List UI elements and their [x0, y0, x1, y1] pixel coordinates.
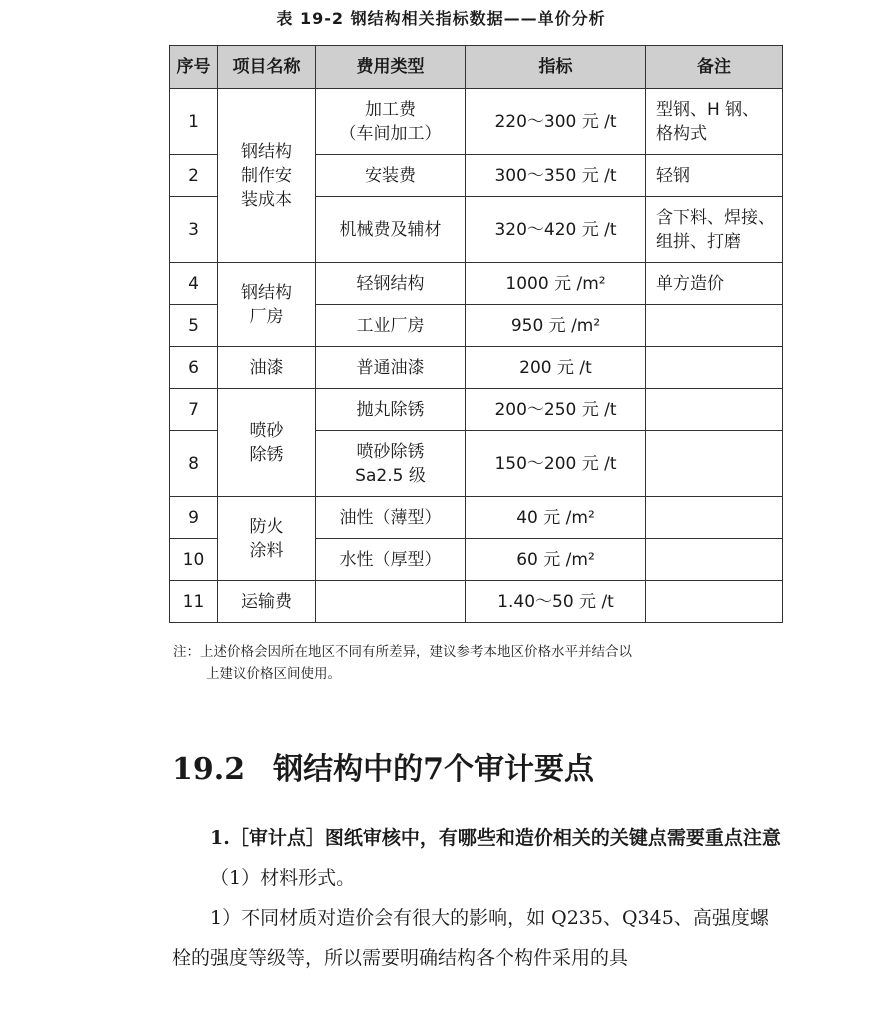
table-row [170, 389, 783, 431]
cell-item-name: 油漆 [218, 347, 316, 389]
cell-remarks: 含下料、焊接、 组拼、打磨 [646, 197, 783, 263]
section-heading [172, 744, 594, 788]
cell-item-name: 喷砂 除锈 [218, 389, 316, 497]
header-index: 指标 [466, 46, 646, 89]
price-index-table [169, 45, 783, 623]
cell-remarks: 单方造价 [646, 263, 783, 305]
cell-index: 300～350 元 /t [466, 155, 646, 197]
table-header-row [170, 46, 783, 89]
cell-cost-type: 工业厂房 [316, 305, 466, 347]
body-text [172, 818, 784, 978]
cell-remarks [646, 347, 783, 389]
cell-remarks [646, 389, 783, 431]
cell-remarks [646, 497, 783, 539]
audit-point-heading: 1.［审计点］图纸审核中，有哪些和造价相关的关键点需要重点注意 [210, 827, 781, 849]
table-row [170, 497, 783, 539]
cell-index: 200～250 元 /t [466, 389, 646, 431]
cell-index: 1.40～50 元 /t [466, 581, 646, 623]
cell-index: 150～200 元 /t [466, 431, 646, 497]
table-footnote [173, 641, 785, 685]
cell-item-name: 钢结构 制作安 装成本 [218, 89, 316, 263]
cell-index: 40 元 /m² [466, 497, 646, 539]
cell-item-name: 运输费 [218, 581, 316, 623]
footnote-line-2: 上建议价格区间使用。 [206, 666, 341, 682]
cell-serial: 7 [170, 389, 218, 431]
cell-index: 1000 元 /m² [466, 263, 646, 305]
header-item-name: 项目名称 [218, 46, 316, 89]
cell-serial: 8 [170, 431, 218, 497]
header-remarks: 备注 [646, 46, 783, 89]
table-row [170, 89, 783, 155]
cell-index: 200 元 /t [466, 347, 646, 389]
cell-serial: 5 [170, 305, 218, 347]
cell-serial: 3 [170, 197, 218, 263]
table-caption: 表 19-2 钢结构相关指标数据——单价分析 [276, 9, 606, 28]
footnote-line-1: 注：上述价格会因所在地区不同有所差异，建议参考本地区价格水平并结合以 [173, 644, 632, 660]
section-number: 19.2 [172, 752, 246, 787]
cell-remarks [646, 431, 783, 497]
cell-serial: 9 [170, 497, 218, 539]
cell-serial: 4 [170, 263, 218, 305]
section-title-text: 钢结构中的7个审计要点 [273, 752, 594, 787]
cell-remarks [646, 539, 783, 581]
cell-cost-type: 普通油漆 [316, 347, 466, 389]
cell-index: 60 元 /m² [466, 539, 646, 581]
header-serial: 序号 [170, 46, 218, 89]
cell-cost-type [316, 581, 466, 623]
cell-serial: 1 [170, 89, 218, 155]
cell-remarks [646, 305, 783, 347]
cell-cost-type: 喷砂除锈 Sa2.5 级 [316, 431, 466, 497]
cell-index: 220～300 元 /t [466, 89, 646, 155]
cell-cost-type: 水性（厚型） [316, 539, 466, 581]
cell-remarks [646, 581, 783, 623]
table-row [170, 581, 783, 623]
cell-cost-type: 机械费及辅材 [316, 197, 466, 263]
cell-remarks: 型钢、H 钢、 格构式 [646, 89, 783, 155]
cell-index: 320～420 元 /t [466, 197, 646, 263]
cell-serial: 2 [170, 155, 218, 197]
cell-serial: 10 [170, 539, 218, 581]
header-cost-type: 费用类型 [316, 46, 466, 89]
cell-item-name: 钢结构 厂房 [218, 263, 316, 347]
paragraph-material-grade: 1）不同材质对造价会有很大的影响，如 Q235、Q345、高强度螺栓的强度等级等，所以需要明确结构各个构件采用的具 [172, 907, 769, 969]
cell-cost-type: 加工费 （车间加工） [316, 89, 466, 155]
subheading-material-form: （1）材料形式。 [210, 867, 356, 889]
table-row [170, 263, 783, 305]
table-row [170, 347, 783, 389]
cell-remarks: 轻钢 [646, 155, 783, 197]
cell-cost-type: 抛丸除锈 [316, 389, 466, 431]
cell-cost-type: 油性（薄型） [316, 497, 466, 539]
cell-serial: 6 [170, 347, 218, 389]
cell-item-name: 防火 涂料 [218, 497, 316, 581]
cell-index: 950 元 /m² [466, 305, 646, 347]
cell-cost-type: 轻钢结构 [316, 263, 466, 305]
cell-serial: 11 [170, 581, 218, 623]
cell-cost-type: 安装费 [316, 155, 466, 197]
